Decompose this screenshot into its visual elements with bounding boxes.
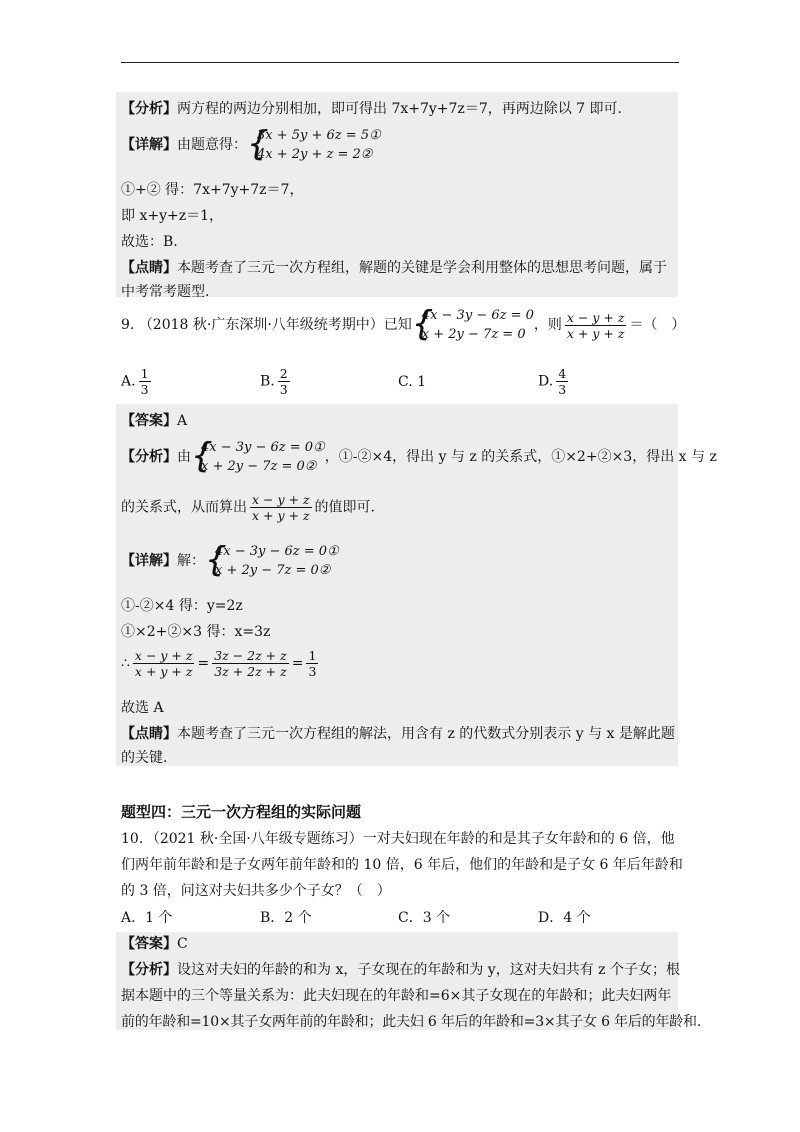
q9-f2	[212, 648, 289, 679]
q9-analysis-fraction	[250, 492, 312, 523]
q8-eq1: 3x + 5y + 6z = 5①	[257, 128, 381, 143]
q9-comment-line2: 的关键.	[121, 750, 168, 766]
q9-source: （2018 秋·广东深圳·八年级统考期中）已知	[138, 317, 412, 333]
q8-analysis-text: 两方程的两边分别相加，即可得出 7x+7y+7z＝7，再两边除以 7 即可.	[177, 101, 622, 117]
q9-fraction	[565, 310, 627, 341]
q10-analysis	[121, 960, 680, 980]
frac-den: 3	[140, 382, 149, 397]
frac-num: 4	[558, 366, 567, 381]
option-text: 1	[417, 374, 427, 390]
comment-tag: 【点睛】	[121, 726, 177, 742]
q9-d-eq1: 4x − 3y − 6z = 0①	[215, 544, 339, 559]
q8-comment	[121, 258, 667, 278]
frac-num: 3z − 2z + z	[214, 648, 287, 663]
q9-analysis-pre: 由	[177, 449, 191, 465]
q10-option-b[interactable]: B．2 个	[260, 910, 312, 926]
brace-icon: {	[191, 436, 213, 476]
frac-num: x − y + z	[134, 648, 193, 663]
answer-tag: 【答案】	[121, 936, 177, 952]
q8-eq2: 4x + 2y + z = 2②	[257, 147, 373, 162]
q9-ask: ＝（ ）	[629, 317, 686, 333]
q10-line2: 们两年前年龄和是子女两年前年龄和的 10 倍，6 年后，他们的年龄和是子女 6 年后年龄和	[121, 857, 683, 873]
q10-answer-value: C	[177, 936, 188, 952]
comment-tag: 【点睛】	[121, 260, 177, 276]
q10-analysis-line2: 据本题中的三个等量关系为：此夫妇现在的年龄和=6×其子女现在的年龄和；此夫妇两年	[121, 988, 672, 1004]
section-heading: 题型四：三元一次方程组的实际问题	[121, 803, 362, 821]
answer-tag: 【答案】	[121, 413, 177, 429]
frac-num: 1	[140, 366, 149, 381]
q9-f3	[306, 648, 318, 679]
frac-num: 1	[308, 648, 317, 663]
q9-option-b[interactable]	[260, 366, 293, 397]
q9-answer	[121, 411, 187, 431]
brace-icon: {	[205, 540, 227, 580]
q9-analysis-mid: ，①-②×4，得出 y 与 z 的关系式，①×2+②×3，得出 x 与 z	[324, 449, 717, 465]
q9-analysis-line2	[121, 492, 375, 532]
option-fraction	[556, 366, 568, 397]
q10-answer	[121, 934, 188, 954]
option-fraction	[139, 366, 151, 397]
option-fraction	[278, 366, 290, 397]
frac-num: x − y + z	[566, 309, 625, 325]
equals-sign: =	[197, 655, 210, 672]
q9-answer-value: A	[177, 413, 188, 429]
q10-line1: 10．（2021 秋·全国·八年级专题练习）一对夫妇现在年龄的和是其子女年龄和的 6 倍，他	[121, 831, 675, 847]
q10-line3: 的 3 倍，问这对夫妇共多少个子女？（ ）	[121, 883, 391, 899]
q9-equation-system	[412, 306, 534, 344]
q8-comment-line2: 中考常考题型.	[121, 284, 210, 300]
q9-comment-line1: 本题考查了三元一次方程组的解法，用含有 z 的代数式分别表示 y 与 x 是解此题	[177, 726, 675, 742]
brace-icon: {	[247, 124, 269, 164]
q9-a-eq1: 4x − 3y − 6z = 0①	[201, 440, 325, 455]
q8-comment-line1: 本题考查了三元一次方程组，解题的关键是学会利用整体的思想思考问题，属于	[177, 260, 667, 276]
q8-equation-system	[247, 126, 381, 164]
q9-eq1: 4x − 3y − 6z = 0	[421, 308, 534, 323]
q8-analysis	[121, 99, 622, 119]
analysis-tag: 【分析】	[121, 962, 177, 978]
q8-step3: 故选：B.	[121, 234, 178, 250]
q9-option-a[interactable]	[121, 366, 154, 397]
q9-number: 9.	[121, 317, 135, 333]
q9-eq2: x + 2y − 7z = 0	[421, 327, 526, 342]
q9-detail	[121, 542, 339, 586]
q9-detail-system	[205, 542, 339, 580]
frac-den: x + y + z	[252, 508, 310, 523]
option-label: A.	[121, 373, 136, 390]
q8-step1: ①+② 得：7x+7y+7z＝7，	[121, 182, 304, 198]
frac-den: x + y + z	[134, 664, 193, 679]
q9-option-d[interactable]	[538, 366, 571, 397]
q9-detail-intro: 解：	[177, 553, 205, 569]
frac-den: 3	[308, 664, 317, 679]
q9-d-eq2: x + 2y − 7z = 0②	[215, 563, 331, 578]
q9-step1: ①-②×4 得：y=2z	[121, 598, 243, 614]
q9-choose: 故选 A	[121, 700, 164, 716]
brace-icon: {	[411, 304, 434, 344]
detail-tag: 【详解】	[121, 553, 177, 569]
q8-step2: 即 x+y+z＝1，	[121, 208, 223, 224]
q9-analysis-line2-pre: 的关系式，从而算出	[121, 499, 247, 516]
q10-option-a[interactable]: A．1 个	[121, 910, 173, 926]
detail-tag: 【详解】	[121, 137, 177, 153]
q9-analysis-line2-post: 的值即可.	[314, 499, 375, 516]
header-rule	[121, 62, 679, 63]
frac-den: 3z + 2z + z	[214, 664, 287, 679]
q9-stem	[121, 306, 685, 352]
q8-detail-intro: 由题意得：	[177, 137, 247, 153]
frac-den: x + y + z	[566, 325, 625, 341]
q8-detail	[121, 126, 381, 170]
frac-num: x − y + z	[252, 492, 310, 507]
option-label: D.	[538, 373, 554, 390]
q9-f1	[133, 648, 195, 679]
q9-option-c[interactable]	[398, 374, 426, 390]
analysis-tag: 【分析】	[121, 449, 177, 465]
q10-analysis-line1: 设这对夫妇的年龄的和为 x，子女现在的年龄和为 y，这对夫妇共有 z 个子女；根	[177, 962, 680, 978]
q9-comment	[121, 724, 675, 744]
q9-analysis-system	[191, 438, 325, 476]
q10-analysis-line3: 前的年龄和=10×其子女两年前的年龄和；此夫妇 6 年后的年龄和=3×其子女 6 年后的年龄和.	[121, 1014, 702, 1030]
option-label: C.	[398, 374, 413, 390]
q9-analysis	[121, 438, 717, 482]
q9-therefore-line	[121, 648, 321, 688]
q9-then: ，则	[533, 317, 562, 333]
therefore-symbol: ∴	[121, 655, 130, 672]
analysis-tag: 【分析】	[121, 101, 177, 117]
equals-sign: =	[291, 655, 304, 672]
frac-num: 2	[279, 366, 288, 381]
q9-a-eq2: x + 2y − 7z = 0②	[201, 459, 317, 474]
q10-option-c[interactable]: C．3 个	[398, 910, 451, 926]
frac-den: 3	[558, 382, 567, 397]
option-label: B.	[260, 373, 275, 390]
q10-option-d[interactable]: D．4 个	[538, 910, 591, 926]
frac-den: 3	[279, 382, 288, 397]
q9-step2: ①×2+②×3 得：x=3z	[121, 624, 271, 640]
